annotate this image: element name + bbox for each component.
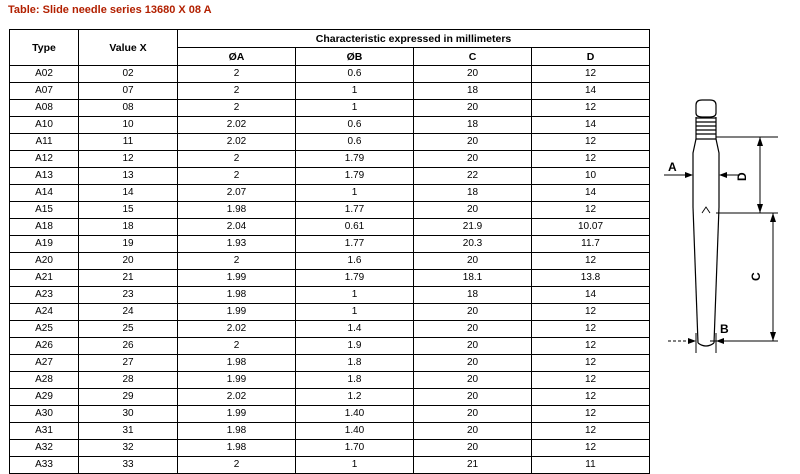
table-cell: 20: [414, 338, 532, 355]
table-row: [10, 100, 650, 117]
table-cell: 27: [79, 355, 178, 372]
table-cell: 12: [532, 406, 650, 423]
spec-table-container: [9, 29, 650, 474]
table-cell: 2.02: [178, 389, 296, 406]
table-cell: 23: [79, 287, 178, 304]
table-cell: 1: [296, 100, 414, 117]
table-caption: Table: Slide needle series 13680 X 08 A: [8, 4, 212, 16]
table-cell: 12: [532, 151, 650, 168]
table-cell: 1.98: [178, 355, 296, 372]
table-cell: A32: [10, 440, 79, 457]
table-cell: A12: [10, 151, 79, 168]
table-cell: 15: [79, 202, 178, 219]
table-cell: 2: [178, 83, 296, 100]
table-row: [10, 457, 650, 474]
header-characteristic: Characteristic expressed in millimeters: [178, 30, 650, 48]
spec-table: [9, 29, 650, 474]
table-cell: 20: [79, 253, 178, 270]
table-cell: A10: [10, 117, 79, 134]
table-row: [10, 355, 650, 372]
table-cell: A07: [10, 83, 79, 100]
table-cell: A31: [10, 423, 79, 440]
table-cell: 0.6: [296, 117, 414, 134]
table-cell: 2: [178, 66, 296, 83]
header-c: C: [414, 48, 532, 66]
table-cell: 2.07: [178, 185, 296, 202]
extension-lines: [710, 137, 778, 341]
table-cell: 13.8: [532, 270, 650, 287]
table-cell: 20: [414, 253, 532, 270]
spec-table-body: [10, 66, 650, 474]
table-cell: A15: [10, 202, 79, 219]
table-cell: 1.93: [178, 236, 296, 253]
table-cell: 14: [532, 287, 650, 304]
table-cell: 12: [532, 355, 650, 372]
table-row: [10, 168, 650, 185]
dimension-label-a: A: [668, 160, 677, 174]
header-diameter-a: ØA: [178, 48, 296, 66]
needle-outline: [693, 100, 719, 346]
table-cell: 1: [296, 185, 414, 202]
table-cell: A29: [10, 389, 79, 406]
table-cell: A21: [10, 270, 79, 287]
table-cell: 18: [414, 185, 532, 202]
table-cell: 2.02: [178, 117, 296, 134]
table-cell: 14: [532, 185, 650, 202]
dimension-label-c: C: [749, 272, 763, 281]
table-row: [10, 287, 650, 304]
table-cell: 10.07: [532, 219, 650, 236]
table-cell: A24: [10, 304, 79, 321]
table-cell: 02: [79, 66, 178, 83]
table-cell: A08: [10, 100, 79, 117]
table-cell: A13: [10, 168, 79, 185]
table-row: [10, 440, 650, 457]
table-cell: 13: [79, 168, 178, 185]
table-cell: 18: [414, 117, 532, 134]
table-row: [10, 270, 650, 287]
table-cell: 11: [532, 457, 650, 474]
table-cell: 2.04: [178, 219, 296, 236]
table-cell: A30: [10, 406, 79, 423]
table-cell: 29: [79, 389, 178, 406]
table-row: [10, 253, 650, 270]
table-row: [10, 338, 650, 355]
table-cell: 2.02: [178, 134, 296, 151]
table-cell: 31: [79, 423, 178, 440]
table-cell: 2: [178, 168, 296, 185]
dimension-label-b: B: [720, 322, 729, 336]
table-cell: 12: [79, 151, 178, 168]
table-cell: 12: [532, 321, 650, 338]
table-cell: A25: [10, 321, 79, 338]
table-cell: 1.40: [296, 423, 414, 440]
table-cell: 26: [79, 338, 178, 355]
table-cell: 18: [414, 287, 532, 304]
table-cell: 14: [532, 83, 650, 100]
table-cell: 08: [79, 100, 178, 117]
dimension-d: [757, 137, 763, 213]
table-cell: 14: [79, 185, 178, 202]
table-row: [10, 185, 650, 202]
dimension-c: [770, 213, 776, 341]
table-cell: 1: [296, 304, 414, 321]
table-cell: 20.3: [414, 236, 532, 253]
table-cell: 32: [79, 440, 178, 457]
table-cell: 10: [79, 117, 178, 134]
table-row: [10, 202, 650, 219]
table-row: [10, 66, 650, 83]
table-cell: 0.6: [296, 134, 414, 151]
table-cell: 12: [532, 304, 650, 321]
table-row: [10, 134, 650, 151]
table-cell: 12: [532, 202, 650, 219]
table-cell: 1.4: [296, 321, 414, 338]
header-diameter-b: ØB: [296, 48, 414, 66]
table-cell: 10: [532, 168, 650, 185]
table-cell: 19: [79, 236, 178, 253]
table-cell: 12: [532, 423, 650, 440]
table-cell: 18: [414, 83, 532, 100]
table-cell: 1: [296, 457, 414, 474]
table-cell: 1.99: [178, 372, 296, 389]
table-cell: 21: [79, 270, 178, 287]
table-cell: 30: [79, 406, 178, 423]
table-cell: 1.79: [296, 168, 414, 185]
table-cell: 1.2: [296, 389, 414, 406]
dimension-b: [668, 333, 734, 353]
spec-table-head: [10, 30, 650, 66]
table-cell: 2: [178, 100, 296, 117]
needle-drawing: [660, 95, 795, 375]
table-cell: 1.6: [296, 253, 414, 270]
table-cell: 1: [296, 83, 414, 100]
table-cell: 20: [414, 66, 532, 83]
table-cell: 20: [414, 304, 532, 321]
table-cell: 1.99: [178, 270, 296, 287]
table-cell: 1.77: [296, 202, 414, 219]
table-cell: 12: [532, 338, 650, 355]
table-cell: 14: [532, 117, 650, 134]
table-cell: 1.77: [296, 236, 414, 253]
table-cell: 12: [532, 100, 650, 117]
table-cell: 1.8: [296, 372, 414, 389]
table-row: [10, 321, 650, 338]
table-cell: 22: [414, 168, 532, 185]
table-row: [10, 219, 650, 236]
table-cell: 25: [79, 321, 178, 338]
table-cell: 12: [532, 372, 650, 389]
table-row: [10, 151, 650, 168]
table-cell: 1.70: [296, 440, 414, 457]
table-cell: 18: [79, 219, 178, 236]
table-row: [10, 304, 650, 321]
table-cell: A14: [10, 185, 79, 202]
dimension-label-d: D: [735, 172, 749, 181]
table-cell: 20: [414, 355, 532, 372]
table-cell: 1.8: [296, 355, 414, 372]
table-cell: 2: [178, 151, 296, 168]
table-cell: A19: [10, 236, 79, 253]
table-cell: 20: [414, 321, 532, 338]
table-cell: 11: [79, 134, 178, 151]
table-cell: A23: [10, 287, 79, 304]
header-value-x: Value X: [79, 30, 178, 66]
table-cell: 33: [79, 457, 178, 474]
table-cell: 20: [414, 406, 532, 423]
header-d: D: [532, 48, 650, 66]
table-cell: 0.61: [296, 219, 414, 236]
table-cell: 2: [178, 457, 296, 474]
table-cell: 20: [414, 440, 532, 457]
table-cell: 1.99: [178, 304, 296, 321]
table-cell: 1.98: [178, 440, 296, 457]
table-cell: 1: [296, 287, 414, 304]
table-cell: 11.7: [532, 236, 650, 253]
table-cell: 12: [532, 253, 650, 270]
reference-mark: [702, 207, 710, 213]
table-cell: A28: [10, 372, 79, 389]
table-row: [10, 423, 650, 440]
table-cell: 1.9: [296, 338, 414, 355]
table-cell: 21: [414, 457, 532, 474]
table-cell: 20: [414, 389, 532, 406]
table-cell: 20: [414, 202, 532, 219]
table-row: [10, 117, 650, 134]
table-cell: 20: [414, 423, 532, 440]
table-cell: 12: [532, 134, 650, 151]
table-cell: 1.98: [178, 202, 296, 219]
table-cell: 1.99: [178, 406, 296, 423]
table-cell: A33: [10, 457, 79, 474]
table-cell: 20: [414, 100, 532, 117]
table-cell: 07: [79, 83, 178, 100]
table-cell: 1.79: [296, 151, 414, 168]
table-header-row-1: [10, 30, 650, 48]
table-row: [10, 236, 650, 253]
table-cell: 0.6: [296, 66, 414, 83]
table-cell: 2: [178, 253, 296, 270]
table-cell: 18.1: [414, 270, 532, 287]
table-cell: 28: [79, 372, 178, 389]
table-row: [10, 83, 650, 100]
table-cell: 20: [414, 372, 532, 389]
table-cell: 21.9: [414, 219, 532, 236]
table-row: [10, 389, 650, 406]
table-cell: A02: [10, 66, 79, 83]
table-cell: 1.40: [296, 406, 414, 423]
table-cell: 1.98: [178, 423, 296, 440]
table-cell: 2: [178, 338, 296, 355]
table-cell: 12: [532, 440, 650, 457]
table-cell: 2.02: [178, 321, 296, 338]
table-cell: 1.79: [296, 270, 414, 287]
table-cell: 1.98: [178, 287, 296, 304]
table-cell: 20: [414, 151, 532, 168]
table-row: [10, 372, 650, 389]
table-cell: 12: [532, 66, 650, 83]
table-cell: A20: [10, 253, 79, 270]
table-cell: A11: [10, 134, 79, 151]
table-cell: 20: [414, 134, 532, 151]
table-cell: 24: [79, 304, 178, 321]
header-type: Type: [10, 30, 79, 66]
table-cell: A18: [10, 219, 79, 236]
table-cell: A27: [10, 355, 79, 372]
table-cell: A26: [10, 338, 79, 355]
table-cell: 12: [532, 389, 650, 406]
